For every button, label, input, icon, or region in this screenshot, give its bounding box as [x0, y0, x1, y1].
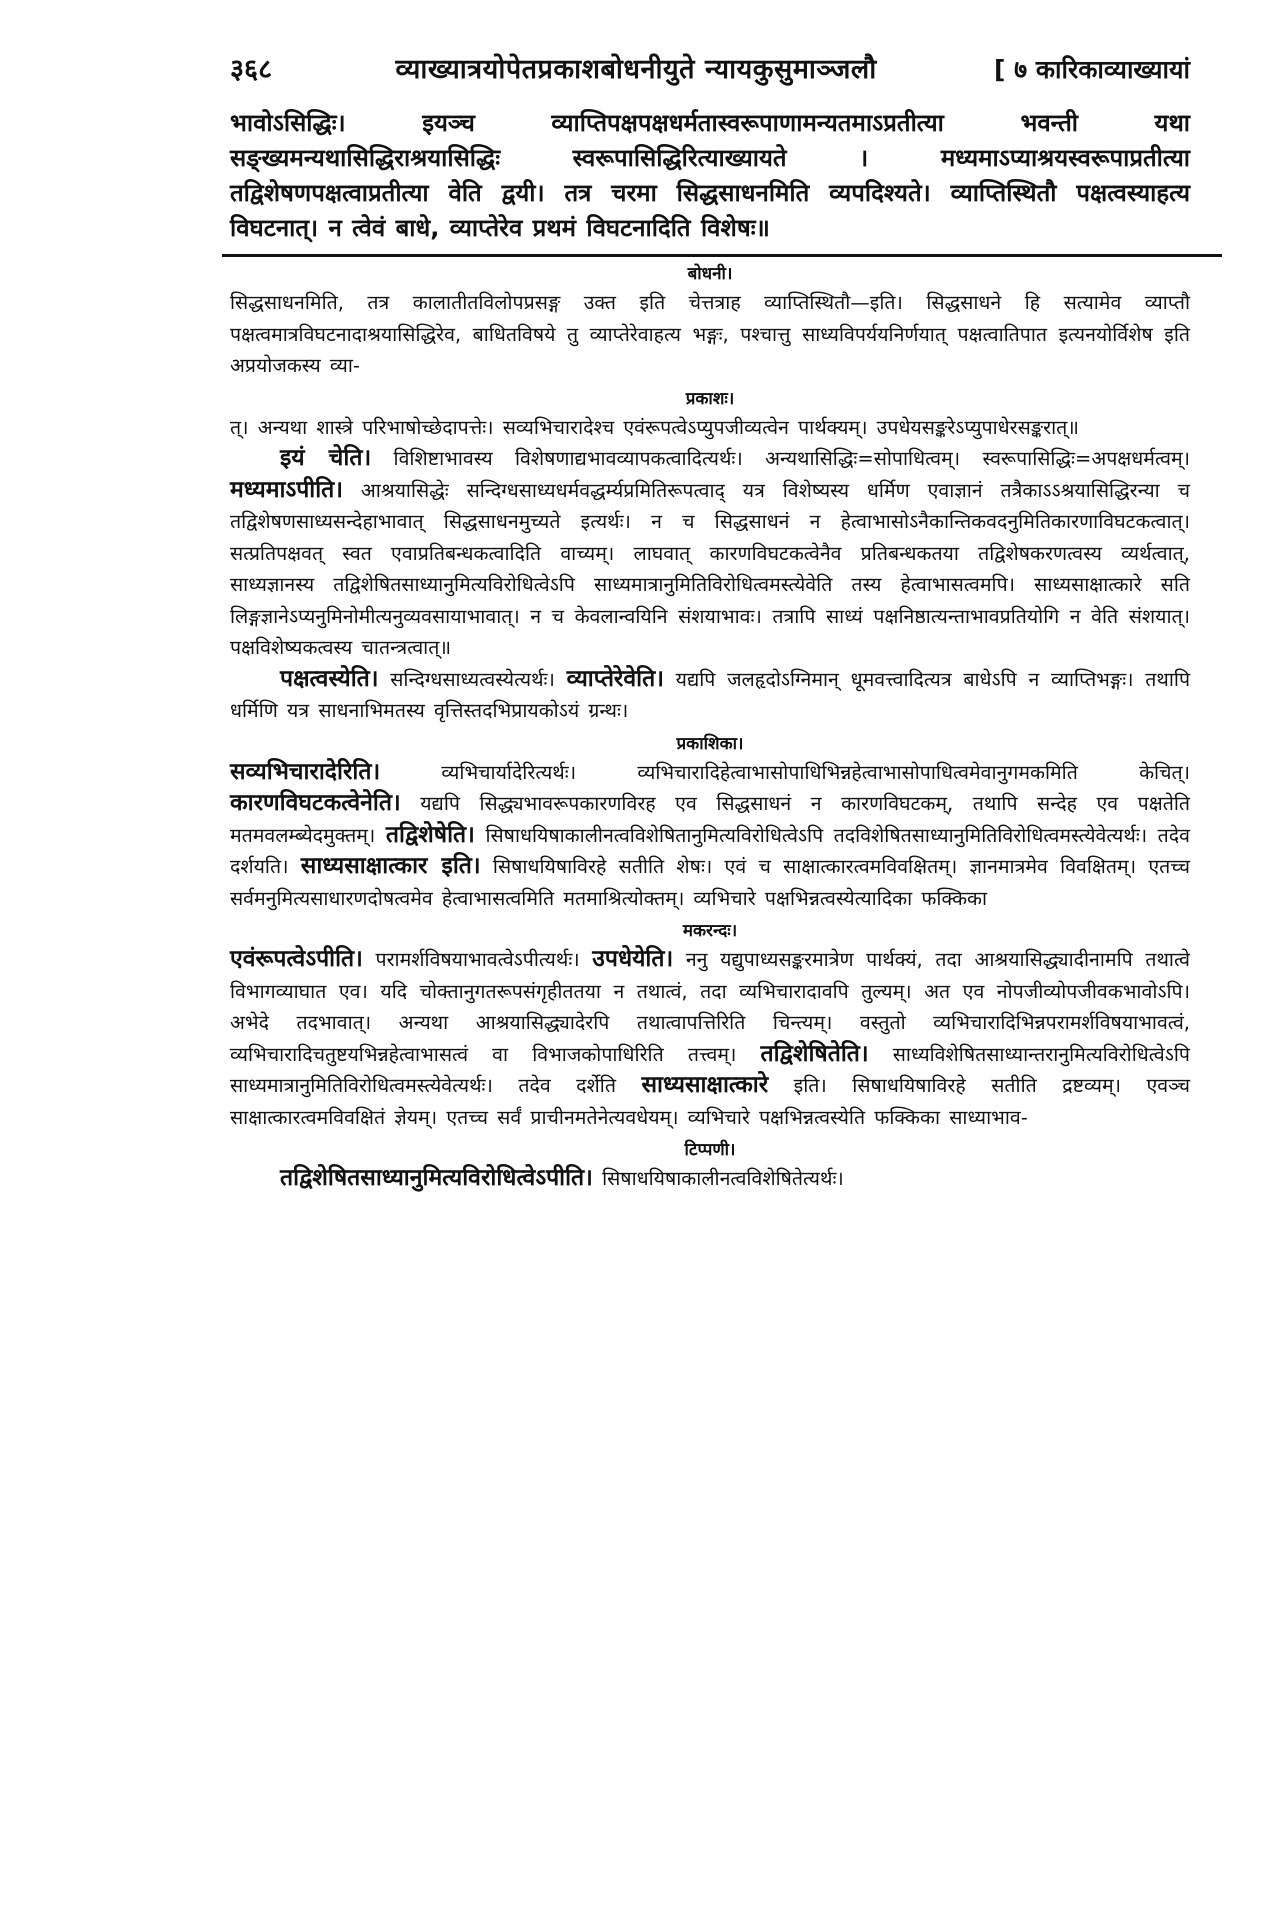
headword: तद्विशेषितसाध्यानुमित्यविरोधित्वेऽपीति।: [280, 1165, 593, 1191]
headword: पक्षत्वस्येति।: [280, 665, 379, 692]
prakasha-paragraph-1: त्। अन्यथा शास्त्रे परिभाषोच्छेदापत्तेः। सव्यभिचारादेश्च एवंरूपत्वेऽप्युपजीव्यत्वेन पार्थक्यम्। उपधेयसङ्करेऽप्युपाधेरसङ्करात्॥: [230, 415, 1079, 439]
headword: एवंरूपत्वेऽपीति।: [230, 946, 363, 972]
gloss-text: परामर्शविषयाभावत्वेऽपीत्यर्थः।: [375, 948, 580, 971]
gloss-text: ननु यद्युपाध्यसङ्करमात्रेण पार्थक्यं, तदा आश्रयासिद्ध्यादीनामपि तथात्वे विभागव्याघात एव। यदि चोक्तानुगतरूपसंगृहीततया न तथात्वं, तदा व्यभिचारादावपि तुल्यम्। अत एव नोपजीव्योपजीवकभावोऽपि। अभेदे तदभावात्। अन्यथा आश्रयासिद्ध्यादेरपि तथात्वापत्तिरिति चिन्त्यम्। वस्तुतो व्यभिचारादिभिन्नपरामर्शविषयाभावत्वं, व्यभिचारादिचतुष्टयभिन्नहेत्वाभासत्वं वा विभाजकोपाधिरिति तत्त्वम्।: [230, 948, 1190, 1066]
headword: तद्विशेषेति।: [385, 821, 475, 848]
divider-rule: [222, 254, 1222, 257]
makaranda-paragraph: [230, 944, 1190, 1133]
gloss-text: यद्यपि सिद्ध्यभावरूपकारणविरह एव सिद्धसाधनं न कारणविघटकम्, तथापि सन्देह एव पक्षतेति मतमवलम्ब्येदमुक्तम्।: [230, 792, 1190, 847]
book-title: व्याख्यात्रयोपेतप्रकाशबोधनीयुते न्यायकुसुमाञ्जलौ: [395, 54, 877, 85]
gloss-text: विशिष्टाभावस्य विशेषणाद्यभावव्यापकत्वादित्यर्थः। अन्यथासिद्धिः=सोपाधित्वम्। स्वरूपासिद्धिः=अपक्षधर्मत्वम्।: [393, 447, 1191, 470]
prakasha-paragraph-3: [230, 664, 1190, 727]
prakashika-paragraph: [230, 757, 1190, 915]
gloss-text: यद्यपि जलहृदोऽग्निमान् धूमवत्त्वादित्यत्र बाधेऽपि न व्याप्तिभङ्गः। तथापि धर्मिणि यत्र साधनाभिमतस्य वृत्तिस्तदभिप्रायकोऽयं ग्रन्थः।: [230, 667, 1191, 722]
gloss-text: साध्यविशेषितसाध्यान्तरानुमित्यविरोधित्वेऽपि साध्यमात्रानुमितिविरोधित्वमस्त्येवेत्यर्थः। तदेव दर्शेति: [230, 1042, 1190, 1097]
gloss-text: इति। सिषाधयिषाविरहे सतीति द्रष्टव्यम्। एवञ्च साक्षात्कारत्वमविवक्षितं ज्ञेयम्। एतच्च सर्वं प्राचीनमतेनेत्यवधेयम्। व्यभिचारे पक्षभिन्नत्वस्येति फक्किका साध्याभाव-: [230, 1074, 1191, 1129]
section-marker: [ ७ कारिकाव्याख्यायां: [994, 55, 1190, 84]
section-heading-prakasha: प्रकाशः।: [685, 388, 735, 409]
headword: साध्यसाक्षात्कारे: [641, 1072, 769, 1098]
tippani-paragraph: [230, 1163, 1190, 1195]
headword: मध्यमाऽपीति।: [230, 476, 343, 503]
headword: साध्यसाक्षात्कार इति।: [300, 853, 481, 879]
gloss-text: सन्दिग्धसाध्यत्वस्येत्यर्थः।: [390, 667, 555, 691]
section-heading-tippani: टिप्पणी।: [684, 1140, 736, 1160]
headword: उपधेयेति।: [592, 946, 674, 972]
headword: इयं चेति।: [280, 445, 372, 471]
headword: व्याप्तेरेवेति।: [566, 665, 664, 692]
gloss-text: सिषाधयिषाविरहे सतीति शेषः। एवं च साक्षात्कारत्वमविवक्षितम्। ज्ञानमात्रमेव विवक्षितम्। एतच्च सर्वमनुमित्यसाधारणदोषत्वमेव हेत्वाभासत्वमिति मतमाश्रित्योक्तम्। व्यभिचारे पक्षभिन्नत्वस्येत्यादिका फक्किका: [230, 855, 1190, 910]
section-heading-makaranda: मकरन्दः।: [682, 921, 738, 941]
gloss-text: आश्रयासिद्धेः सन्दिग्धसाध्यधर्मवद्धर्म्यप्रमितिरूपत्वाद् यत्र विशेष्यस्य धर्मिण एवाज्ञानं तत्रैकाऽऽश्रयासिद्धिरन्या च तद्विशेषणसाध्यसन्देहाभावात् सिद्धसाधनमुच्यते इत्यर्थः। न च सिद्धसाधनं न हेत्वाभासोऽनैकान्तिकवदनुमितिकारणाविघटकत्वात्। सत्प्रतिपक्षवत् स्वत एवाप्रतिबन्धकत्वादिति वाच्यम्। लाघवात् कारणविघटकत्वेनैव प्रतिबन्धकतया तद्विशेषकरणत्वस्य व्यर्थत्वात्, साध्यज्ञानस्य तद्विशेषितसाध्यानुमित्यविरोधित्वेऽपि साध्यमात्रानुमितिविरोधित्वमस्त्येवेति तस्य हेत्वाभासत्वमपि। साध्यसाक्षात्कारे सति लिङ्गज्ञानेऽप्यनुमिनोमीत्यनुव्यवसायाभावात्। न च केवलान्वयिनि संशयाभावः। तत्रापि साध्यं पक्षनिष्ठात्यन्ताभावप्रतियोगि न वेति संशयात्। पक्षविशेष्यकत्वस्य चातन्त्रत्वात्॥: [230, 478, 1190, 659]
gloss-text: सिषाधयिषाकालीनत्वविशेषितानुमित्यविरोधित्वेऽपि तदविशेषितसाध्यानुमितिविरोधित्वमस्त्येवेत्यर्थः। तदेव दर्शयति।: [230, 823, 1190, 878]
main-text: भावोऽसिद्धिः। इयञ्च व्याप्तिपक्षपक्षधर्मतास्वरूपाणामन्यतमाऽप्रतीत्या भवन्ती यथा सङ्ख्यमन्यथासिद्धिराश्रयासिद्धिः स्वरूपासिद्धिरित्याख्यायते । मध्यमाऽप्याश्रयस्वरूपाप्रतीत्या तद्विशेषणपक्षत्वाप्रतीत्या वेति द्वयी। तत्र चरमा सिद्धसाधनमिति व्यपदिश्यते। व्याप्तिस्थितौ पक्षत्वस्याहत्य विघटनात्। न त्वेवं बाधे, व्याप्तेरेव प्रथमं विघटनादिति विशेषः॥: [230, 109, 1190, 242]
headword: कारणविघटकत्वेनेति।: [230, 790, 401, 816]
running-header: [230, 52, 1190, 88]
headword: तद्विशेषितेति।: [760, 1040, 869, 1067]
page-number: ३६८: [230, 54, 273, 85]
prakasha-paragraph-2: [230, 443, 1190, 664]
headword: सव्यभिचारादेरिति।: [230, 758, 381, 785]
document-page: [230, 52, 1190, 1195]
bodhani-paragraph: सिद्धसाधनमिति, तत्र कालातीतविलोपप्रसङ्ग उक्त इति चेत्तत्राह व्याप्तिस्थितौ—इति। सिद्धसाधने हि सत्यामेव व्याप्तौ पक्षत्वमात्रविघटनादाश्रयासिद्धिरेव, बाधितविषये तु व्याप्तेरेवाहत्य भङ्गः, पश्चात्तु साध्यविपर्ययनिर्णयात् पक्षत्वातिपात इत्यनयोर्विशेष इति अप्रयोजकस्य व्या-: [230, 291, 1190, 377]
gloss-text: व्यभिचार्यादेरित्यर्थः। व्यभिचारादिहेत्वाभासोपाधिभिन्नहेत्वाभासोपाधित्वमेवानुगमकमिति केचित्।: [441, 760, 1190, 784]
section-heading-prakashika: प्रकाशिका।: [676, 733, 744, 754]
gloss-text: सिषाधयिषाकालीनत्वविशेषितेत्यर्थः।: [602, 1167, 844, 1190]
section-heading-bodhani: बोधनी।: [687, 264, 733, 284]
